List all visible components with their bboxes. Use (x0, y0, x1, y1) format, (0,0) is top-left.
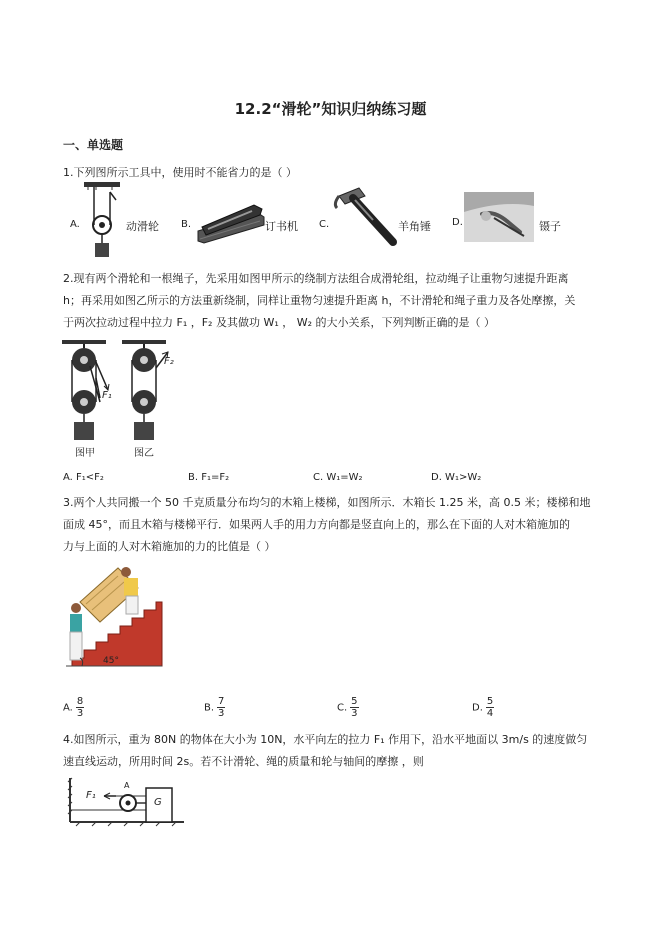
q1-option-a-letter: A. (70, 219, 80, 230)
q3-option-a-numerator: 8 (76, 696, 84, 707)
q1-text: 1.下列图所示工具中，使用时不能省力的是（ ） (63, 166, 297, 179)
q3-option-d-denominator: 4 (486, 708, 494, 719)
q3-text-line-1: 3.两个人共同搬一个 50 千克质量分布均匀的木箱上楼梯，如图所示．木箱长 1.25 米，高 0.5 米；楼梯和地 (63, 496, 591, 509)
stapler-illustration (194, 195, 266, 247)
q1-option-b-label: 订书机 (265, 220, 298, 233)
page-title: 12.2“滑轮”知识归纳练习题 (234, 100, 427, 118)
q1-option-a-label: 动滑轮 (126, 220, 159, 233)
q2-option-d: D. W₁>W₂ (431, 472, 482, 483)
q2-figure-label-f1: F₁ (102, 390, 112, 401)
q3-option-a (63, 696, 84, 719)
q3-option-b-letter: B. (204, 702, 215, 714)
tweezers-photo (464, 192, 534, 242)
q3-option-b-numerator: 7 (218, 696, 225, 707)
q3-option-a-denominator: 3 (76, 708, 84, 719)
q1-option-b-letter: B. (181, 219, 192, 230)
q2-option-b: B. F₁=F₂ (188, 472, 230, 483)
q4-figure-label-f1: F₁ (86, 790, 96, 801)
q3-option-c-denominator: 3 (351, 708, 358, 719)
movable-pulley-illustration (82, 180, 122, 260)
q2-option-c: C. W₁=W₂ (313, 472, 363, 483)
q2-figure-label-f2: F₂ (164, 356, 174, 367)
q4-figure-label-g: G (154, 797, 162, 808)
q3-option-c-letter: C. (337, 702, 348, 714)
q3-option-c-fraction (350, 696, 358, 719)
q3-option-d-fraction (486, 696, 494, 719)
section-heading: 一、单选题 (63, 138, 124, 152)
q3-text-line-2: 面成 45°，而且木箱与楼梯平行．如果两人手的用力方向都是竖直向上的，那么在下面的人对木箱施加的 (63, 518, 570, 531)
q4-text-line-1: 4.如图所示，重为 80N 的物体在大小为 10N，水平向左的拉力 F₁ 作用下，沿水平地面以 3m/s 的速度做匀 (63, 733, 588, 746)
q1-option-c-label: 羊角锤 (398, 220, 431, 233)
claw-hammer-illustration (333, 186, 401, 252)
q3-option-d (472, 696, 494, 719)
q1-option-d-label: 镊子 (539, 220, 561, 233)
q3-option-d-numerator: 5 (486, 696, 494, 707)
q2-text-line-3: 于两次拉动过程中拉力 F₁ ，F₂ 及其做功 W₁ ， W₂ 的大小关系，下列判断正确的是（ ） (63, 316, 496, 329)
q3-angle-label: 45° (103, 656, 119, 666)
q3-option-b-fraction (217, 696, 225, 719)
q2-figure-caption-b: 图乙 (134, 448, 154, 459)
q3-option-c-numerator: 5 (351, 696, 358, 707)
q4-text-line-2: 速直线运动，所用时间 2s。若不计滑轮、绳的质量和轮与轴间的摩擦 ，则 (63, 755, 424, 768)
pulley-systems-figure (60, 338, 180, 448)
q2-option-a: A. F₁<F₂ (63, 472, 104, 483)
q1-option-d-letter: D. (452, 217, 463, 228)
q2-text-line-2: h；再采用如图乙所示的方法重新绕制，同样让重物匀速提升距离 h，不计滑轮和绳子重力及各处摩擦，关 (63, 294, 576, 307)
q4-figure-label-a: A (124, 781, 130, 790)
q2-figure-caption-a: 图甲 (75, 448, 95, 459)
q3-option-a-fraction (76, 696, 84, 719)
q1-option-c-letter: C. (319, 219, 330, 230)
q3-option-b (204, 696, 225, 719)
stairs-moving-box-figure (62, 562, 166, 670)
q3-option-d-letter: D. (472, 702, 483, 714)
q3-option-c (337, 696, 359, 719)
q3-text-line-3: 力与上面的人对木箱施加的力的比值是（ ） (63, 540, 276, 553)
q3-option-b-denominator: 3 (218, 708, 225, 719)
q3-option-a-letter: A. (63, 702, 73, 714)
q2-text-line-1: 2.现有两个滑轮和一根绳子，先采用如图甲所示的绕制方法组合成滑轮组，拉动绳子让重物匀速提升距离 (63, 272, 569, 285)
